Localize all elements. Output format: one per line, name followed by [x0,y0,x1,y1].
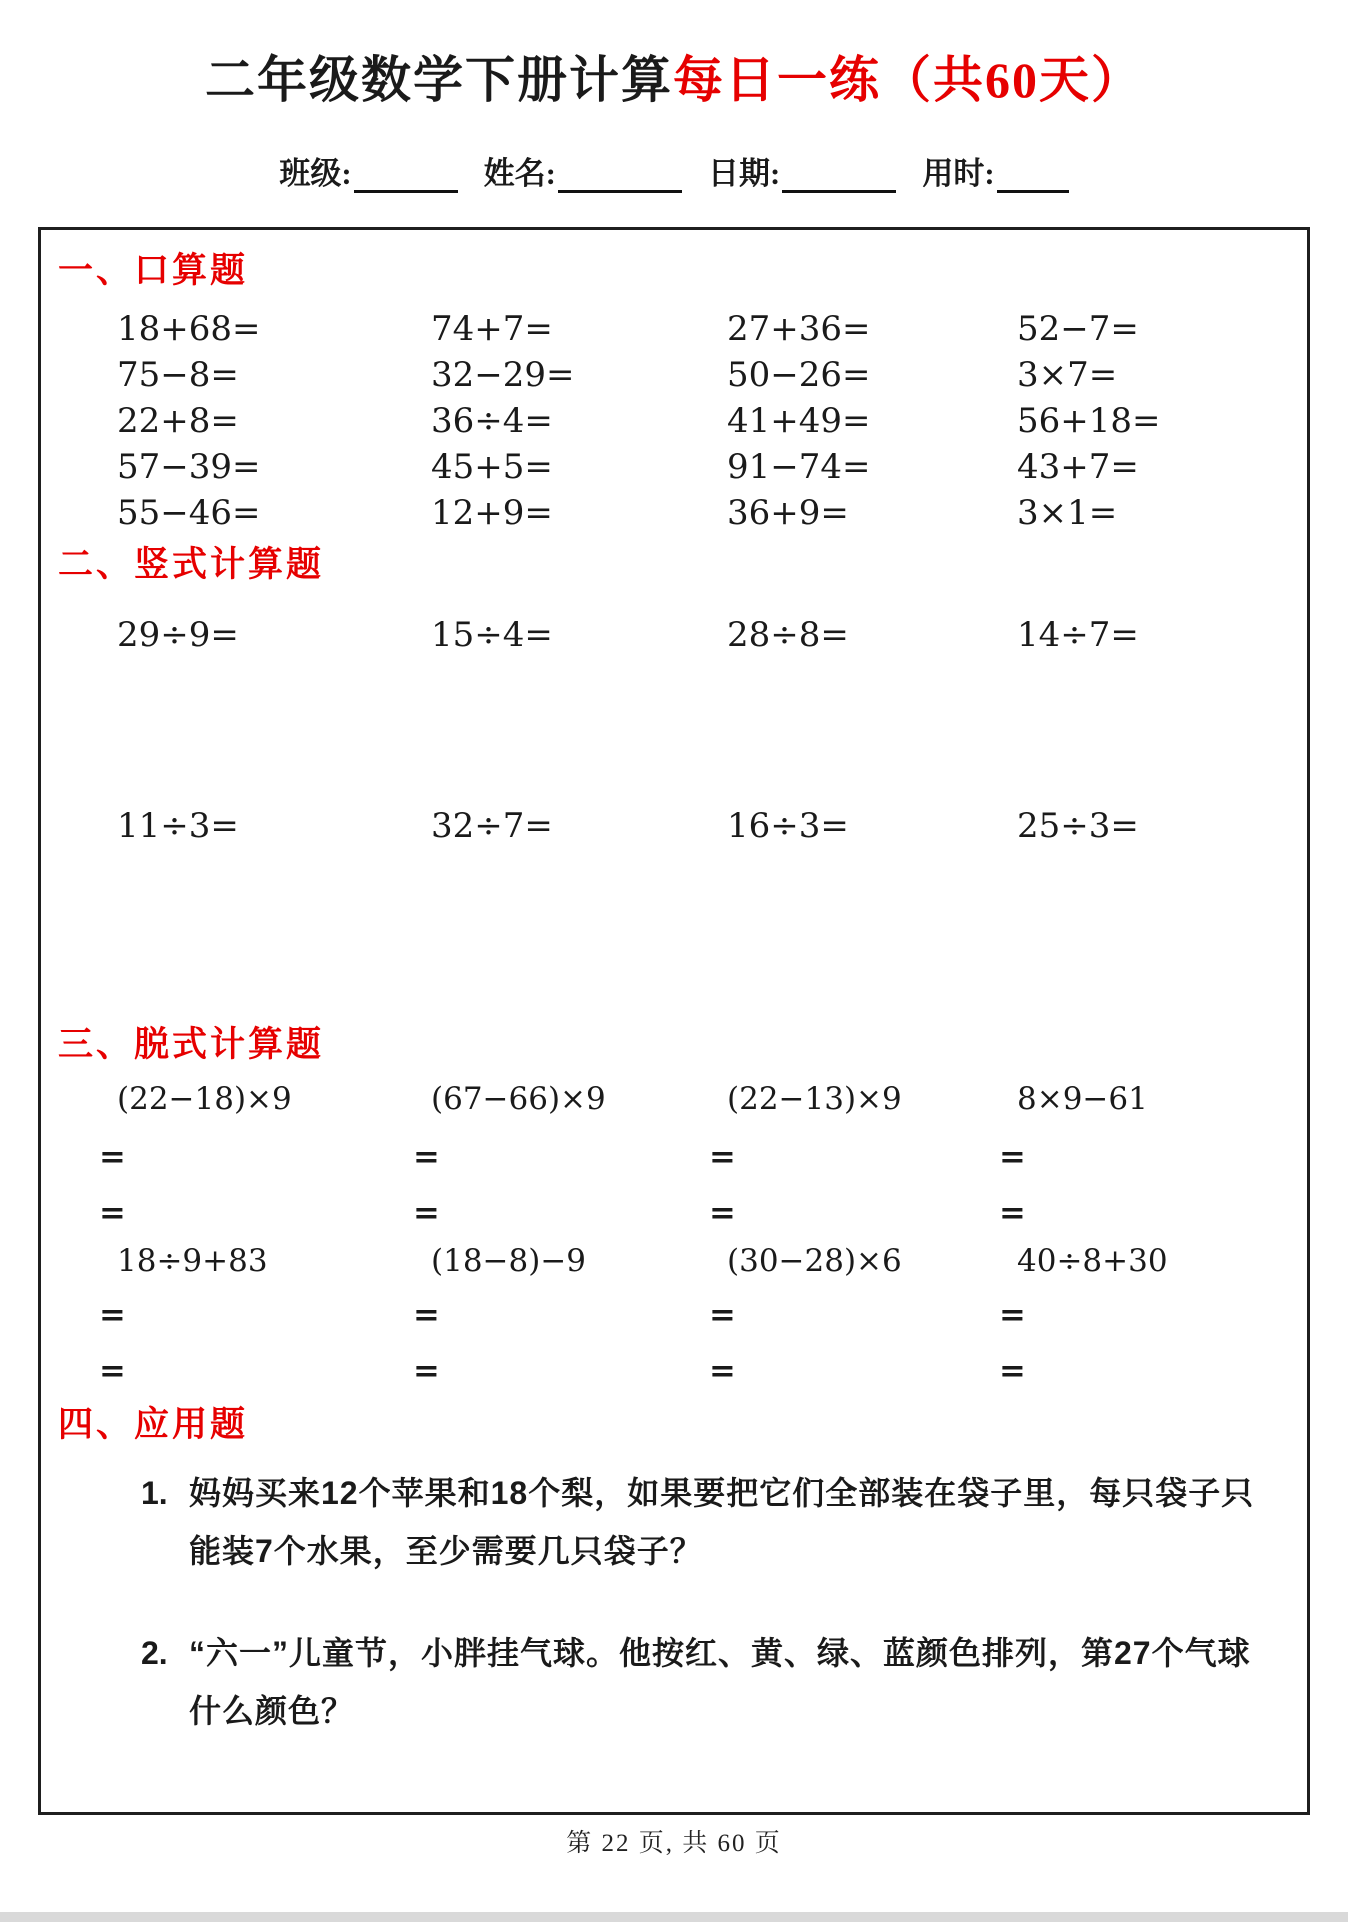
math-problem: 55−46= [117,493,261,533]
equals-line: = [709,1137,736,1175]
equals-line: = [413,1137,440,1175]
math-problem: 45+5= [431,447,553,487]
time-blank [997,159,1069,193]
equals-row [41,1136,1307,1176]
equals-line: = [999,1193,1026,1231]
equals-row [41,1294,1307,1334]
time-field [922,148,1068,193]
date-label: 日期: [708,156,781,191]
time-label: 用时: [922,156,995,191]
math-problem: 11÷3= [117,806,239,846]
math-problem: 8×9−61 [1017,1081,1148,1117]
class-blank [354,159,458,193]
info-row [0,148,1348,193]
equals-line: = [709,1193,736,1231]
math-problem: 15÷4= [431,615,553,655]
oral-row [41,444,1307,490]
equals-line: = [99,1193,126,1231]
vertical-row [41,612,1307,658]
oral-row [41,398,1307,444]
math-problem: 18+68= [117,309,261,349]
math-problem: 40÷8+30 [1017,1243,1168,1279]
oral-row [41,306,1307,352]
page-title-red: 每日一练（共60天） [673,52,1143,108]
math-problem: 14÷7= [1017,615,1139,655]
math-problem: (22−13)×9 [727,1081,902,1117]
equals-line: = [99,1137,126,1175]
math-problem: 41+49= [727,401,871,441]
math-problem: 28÷8= [727,615,849,655]
math-problem: 50−26= [727,355,871,395]
working-space [41,849,1307,1024]
math-problem: 57−39= [117,447,261,487]
name-blank [558,159,682,193]
math-problem: 56+18= [1017,401,1161,441]
math-problem: (18−8)−9 [431,1243,587,1279]
math-problem: 3×1= [1017,493,1118,533]
stepwise-row [41,1078,1307,1120]
math-problem: 91−74= [727,447,871,487]
math-problem: 12+9= [431,493,553,533]
word-problem-number: 1. [141,1475,168,1511]
page-title-black: 二年级数学下册计算 [205,52,673,108]
word-problem-number: 2. [141,1635,168,1671]
word-problem-2 [141,1624,1267,1740]
stepwise-row [41,1240,1307,1282]
page-footer: 第 22 页, 共 60 页 [566,1830,782,1857]
date-field [708,148,896,193]
math-problem: 32÷7= [431,806,553,846]
math-problem: 36÷4= [431,401,553,441]
equals-row [41,1192,1307,1232]
equals-line: = [999,1137,1026,1175]
math-problem: 25÷3= [1017,806,1139,846]
math-problem: (22−18)×9 [117,1081,292,1117]
equals-line: = [413,1351,440,1389]
oral-row [41,490,1307,536]
math-problem: (30−28)×6 [727,1243,902,1279]
equals-row [41,1350,1307,1390]
section-heading-vertical: 二、竖式计算题 [58,545,325,584]
math-problem: 36+9= [727,493,849,533]
equals-line: = [709,1351,736,1389]
page-title [0,0,1348,112]
name-field [484,148,682,193]
equals-line: = [999,1351,1026,1389]
math-problem: 32−29= [431,355,575,395]
section-heading-oral: 一、口算题 [58,251,249,290]
math-problem: 18÷9+83 [117,1243,268,1279]
vertical-row [41,803,1307,849]
name-label: 姓名: [483,156,556,191]
section-heading-stepwise: 三、脱式计算题 [58,1025,325,1064]
math-problem: 3×7= [1017,355,1118,395]
page-edge-strip [0,1912,1348,1922]
word-problem-text: 妈妈买来12个苹果和18个梨，如果要把它们全部装在袋子里，每只袋子只能装7个水果，至少需要几只袋子？ [189,1475,1255,1569]
date-blank [782,159,896,193]
equals-line: = [999,1295,1026,1333]
math-problem: 75−8= [117,355,239,395]
equals-line: = [99,1351,126,1389]
worksheet-border [38,227,1310,1815]
working-space [41,658,1307,803]
math-problem: 29÷9= [117,615,239,655]
math-problem: 22+8= [117,401,239,441]
math-problem: 16÷3= [727,806,849,846]
math-problem: 27+36= [727,309,871,349]
class-label: 班级: [279,156,352,191]
section-heading-word: 四、应用题 [58,1405,249,1444]
math-problem: (67−66)×9 [431,1081,606,1117]
oral-row [41,352,1307,398]
class-field [279,148,457,193]
equals-line: = [99,1295,126,1333]
word-problem-text: “六一”儿童节，小胖挂气球。他按红、黄、绿、蓝颜色排列，第27个气球什么颜色？ [189,1635,1251,1729]
math-problem: 43+7= [1017,447,1139,487]
math-problem: 52−7= [1017,309,1139,349]
equals-line: = [413,1193,440,1231]
math-problem: 74+7= [431,309,553,349]
equals-line: = [709,1295,736,1333]
word-problem-1 [141,1464,1267,1580]
equals-line: = [413,1295,440,1333]
